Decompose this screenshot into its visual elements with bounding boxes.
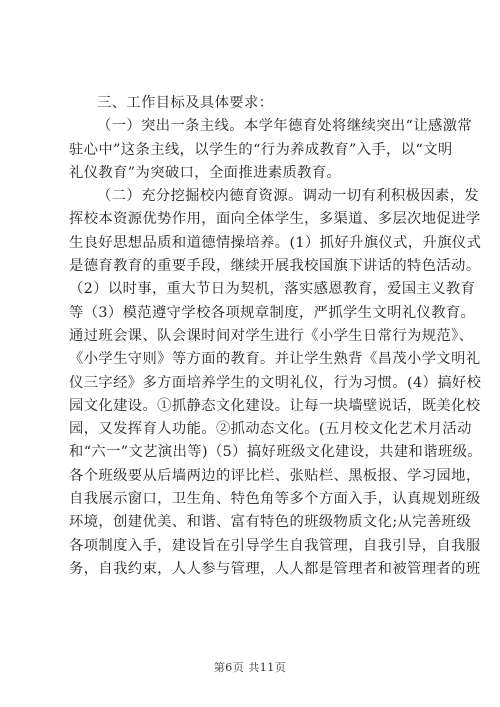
paragraph-line: 礼仪教育”为突破口，全面推进素质教育。 [69,164,342,181]
paragraph-line: 通过班会课、队会课时间对学生进行《小学生日常行为规范》、 [69,327,474,344]
paragraph-line: 《小学生守则》等方面的教育。并让学生熟背《昌茂小学文明礼 [69,351,481,368]
paragraph-line: （一）突出一条主线。本学年德育处将继续突出“让感激常 [97,118,473,135]
paragraph-line: 是德育教育的重要手段，继续开展我校国旗下讲话的特色活动。 [69,258,481,275]
paragraph-line: 生良好思想品质和道德情操培养。(1）抓好升旗仪式，升旗仪式 [69,234,482,251]
paragraph-line: 挥校本资源优势作用，面向全体学生，多渠道、多层次地促进学 [69,211,481,228]
paragraph-line: （二）充分挖掘校内德育资源。调动一切有利积极因素，发 [97,188,480,205]
section-heading: 三、工作目标及具体要求： [97,95,274,111]
paragraph-line: 等（3）模范遵守学校各项规章制度，严抓学生文明礼仪教育。 [69,304,476,321]
paragraph-line: （2）以时事，重大节日为契机，落实感恩教育，爱国主义教育 [69,281,476,298]
paragraph-line: 驻心中”这条主线，以学生的“行为养成教育”入手，以“文明 [69,141,453,158]
paragraph-line: 园文化建设。①抓静态文化建设。让每一块墙壁说话，既美化校 [69,397,481,414]
paragraph-line: 仪三字经》多方面培养学生的文明礼仪，行为习惯。(4）搞好校 [69,374,482,391]
paragraph-line: 各个班级要从后墙两边的评比栏、张贴栏、黑板报、学习园地， [69,467,481,484]
paragraph-line: 环境，创建优美、和谐、富有特色的班级物质文化;从完善班级 [69,514,472,531]
paragraph-line: 园，又发挥育人功能。②抓动态文化。(五月校文化艺术月活动 [69,421,472,438]
paragraph-line: 各项制度入手，建设旨在引导学生自我管理，自我引导，自我服 [69,537,481,554]
paragraph-line: 务，自我约束，人人参与管理，人人都是管理者和被管理者的班 [69,560,481,577]
page-number-footer: 第6页 共11页 [213,661,287,674]
paragraph-line: 和“六一”文艺演出等)（5）搞好班级文化建设，共建和谐班级。 [69,444,483,461]
paragraph-line: 自我展示窗口，卫生角、特色角等多个方面入手，认真规划班级 [69,491,481,508]
document-body [69,92,483,581]
